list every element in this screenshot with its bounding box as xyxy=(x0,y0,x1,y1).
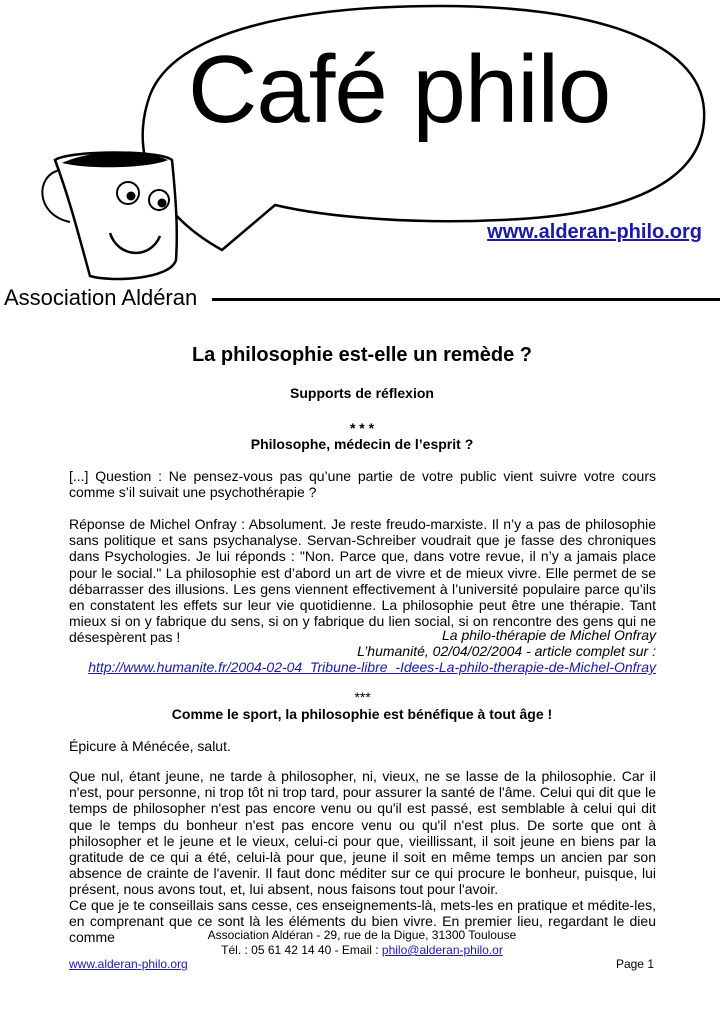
association-name: Association Aldéran xyxy=(4,285,198,310)
cup-body-outline xyxy=(55,153,177,279)
brand-title: Café philo xyxy=(188,36,611,143)
section-separator: *** xyxy=(353,689,371,705)
footer-site-link[interactable]: www.alderan-philo.org xyxy=(69,957,188,971)
section-title: Comme le sport, la philosophie est bénéfique à tout âge ! xyxy=(171,706,553,722)
document-subtitle: Supports de réflexion xyxy=(290,385,434,401)
paragraph-answer: Réponse de Michel Onfray : Absolument. Je reste freudo-marxiste. Il n’y a pas de philosophie sans politique et sans psychanalyse. Servan-Schreiber voudrait que je fasse des chroniques dans Psychologies. Je lui réponds : "Non. Parce que, dans votre revue, il n’y a jamais place pour le social." La philosophie est d’abord un art de vivre et de mieux vivre. Elle permet de se débarrasser des illusions. Les gens viennent effectivement à l’université populaire parce qu’ils en constatent les effets sur leur vie quotidienne. La philosophie peut être une thérapie. Tant mieux si on y fabrique du sens, si on y fabrique du lien social, si on rencontre des gens qui ne désespèrent pas ! xyxy=(69,516,656,646)
website-link[interactable]: www.alderan-philo.org xyxy=(487,221,702,243)
source-reference: L’humanité, 02/04/02/2004 - article complet sur : xyxy=(357,643,656,659)
greeting-line: Épicure à Ménécée, salut. xyxy=(69,738,231,754)
paragraph-epicure-continued: Ce que je te conseillais sans cesse, ces enseignements-là, mets-les en pratique et médite-les, en comprenant que ce sont là les éléments du bien vivre. En premier lieu, regardant le dieu comme xyxy=(69,897,656,946)
page-number: Page 1 xyxy=(615,957,654,971)
footer-contact xyxy=(0,943,724,957)
footer-address: Association Aldéran - 29, rue de la Digue, 31300 Toulouse xyxy=(207,928,517,942)
section-title: Philosophe, médecin de l’esprit ? xyxy=(250,436,474,452)
paragraph-question: [...] Question : Ne pensez-vous pas qu’une partie de votre public vient suivre votre cours comme s’il suivait une psychothérapie ? xyxy=(69,468,656,501)
source-link[interactable]: http://www.humanite.fr/2004-02-04_Tribune-libre_-Idees-La-philo-therapie-de-Michel-Onfray xyxy=(88,659,656,675)
footer-email-link[interactable]: philo@alderan-philo.or xyxy=(381,943,503,957)
section-separator: * * * xyxy=(349,420,375,436)
paragraph-epicure: Que nul, étant jeune, ne tarde à philosopher, ni, vieux, ne se lasse de la philosophie. Car il n'est, pour personne, ni trop tôt ni trop tard, pour assurer la santé de l'âme. Celui qui dit que le temps de philosopher n'est pas encore venu ou qu'il est passé, est semblable à celui qui dit que le temps du bonheur n'est pas encore venu ou qu'il n'est plus. De sorte que ont à philosopher et le jeune et le vieux, celui-ci pour que, vieillissant, il soit jeune en biens par la gratitude de ce qui a été, celui-là pour que, jeune il soit en même temps un ancien par son absence de crainte de l'avenir. Il faut donc méditer sur ce qui procure le bonheur, puisque, lui présent, nous avons tout, et, lui absent, nous faisons tout pour l'avoir. xyxy=(69,768,656,898)
footer-phone: Tél. : 05 61 42 14 40 - Email : xyxy=(221,943,382,957)
document-title: La philosophie est-elle un remède ? xyxy=(191,344,533,366)
source-title: La philo-thérapie de Michel Onfray xyxy=(441,627,656,643)
header-rule xyxy=(212,298,720,301)
